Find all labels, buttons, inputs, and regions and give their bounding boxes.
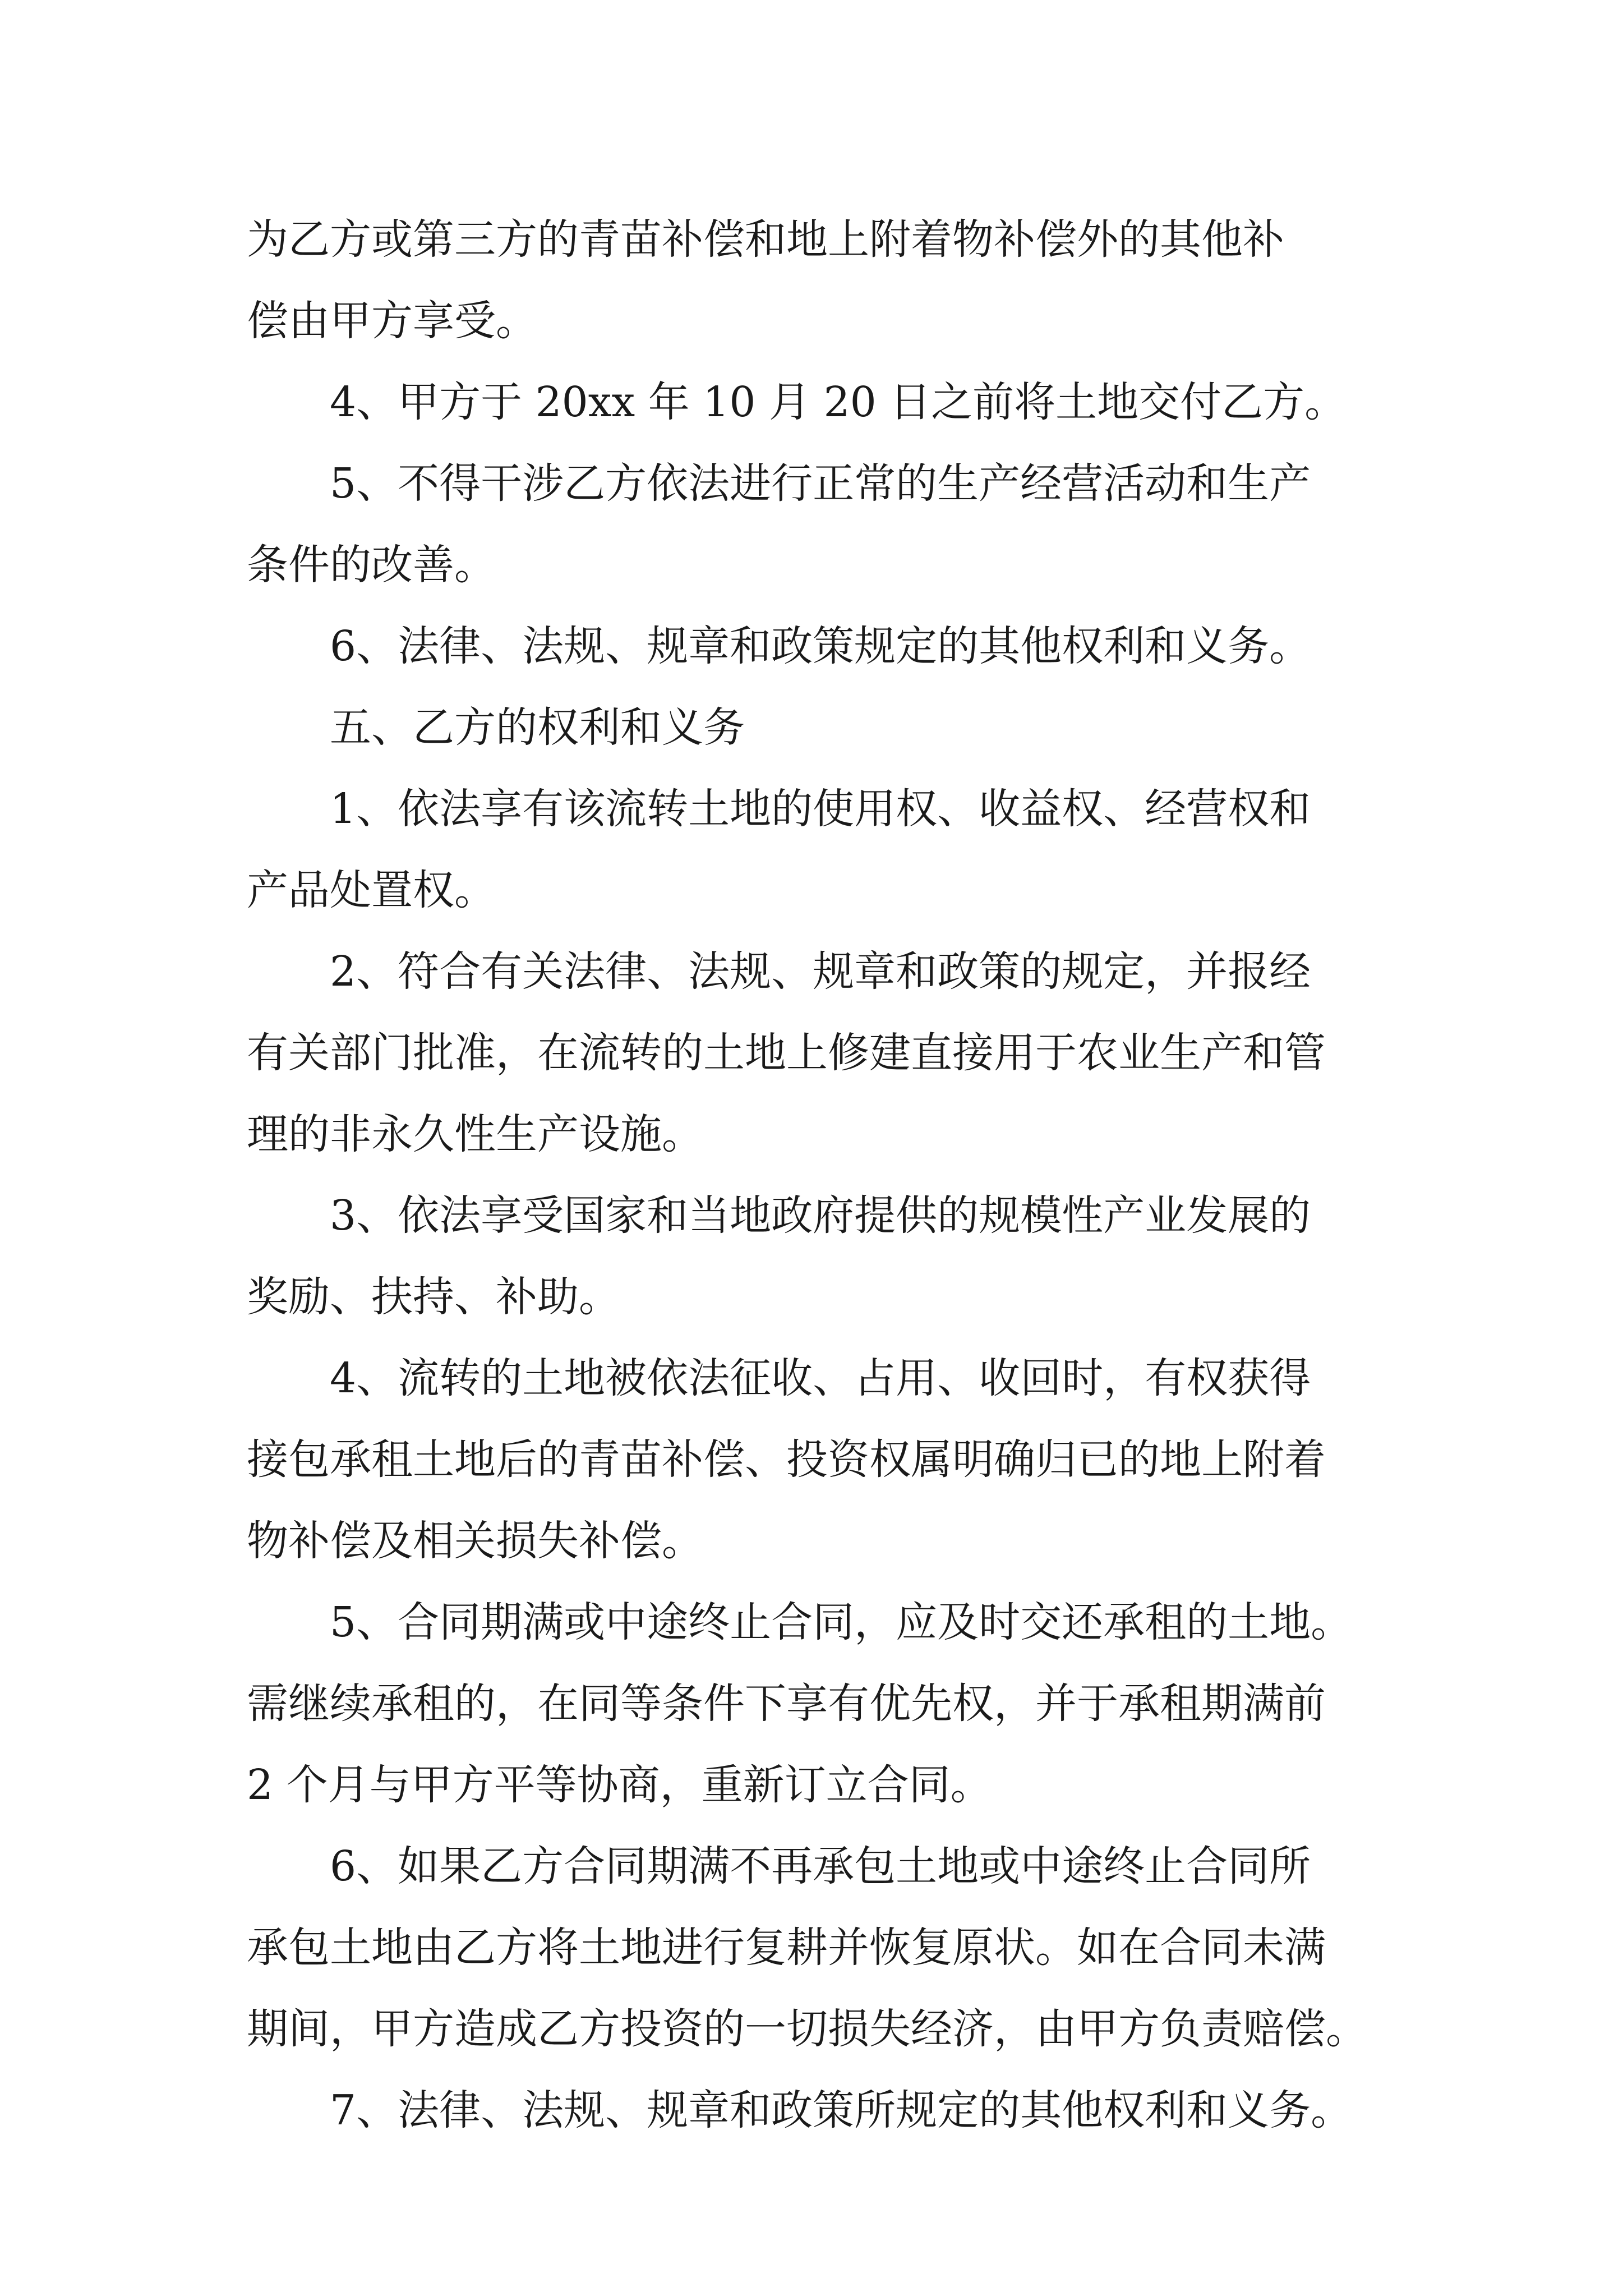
paragraph-line: 为乙方或第三方的青苗补偿和地上附着物补偿外的其他补 bbox=[247, 215, 1284, 264]
paragraph-line: 期间，甲方造成乙方投资的一切损失经济，由甲方负责赔偿。 bbox=[247, 2005, 1367, 2053]
paragraph-line: 物补偿及相关损失补偿。 bbox=[247, 1517, 703, 1565]
document-body bbox=[247, 199, 1391, 2151]
paragraph-line: 奖励、扶持、补助。 bbox=[247, 1273, 620, 1321]
paragraph-line: 产品处置权。 bbox=[247, 866, 496, 914]
paragraph-line: 承包土地由乙方将土地进行复耕并恢复原状。如在合同未满 bbox=[247, 1924, 1326, 1972]
paragraph-line: 6、如果乙方合同期满不再承包土地或中途终止合同所 bbox=[330, 1842, 1311, 1890]
paragraph-line: 7、法律、法规、规章和政策所规定的其他权利和义务。 bbox=[330, 2086, 1353, 2134]
paragraph-line: 条件的改善。 bbox=[247, 541, 496, 589]
paragraph-line: 2 个月与甲方平等协商，重新订立合同。 bbox=[247, 1761, 992, 1809]
paragraph-line: 理的非永久性生产设施。 bbox=[247, 1110, 703, 1158]
paragraph-line: 1、依法享有该流转土地的使用权、收益权、经营权和 bbox=[330, 785, 1311, 833]
paragraph-line: 偿由甲方享受。 bbox=[247, 297, 537, 345]
paragraph-line: 5、不得干涉乙方依法进行正常的生产经营活动和生产 bbox=[330, 459, 1311, 508]
paragraph-line: 4、流转的土地被依法征收、占用、收回时，有权获得 bbox=[330, 1354, 1311, 1402]
paragraph-line: 接包承租土地后的青苗补偿、投资权属明确归已的地上附着 bbox=[247, 1435, 1326, 1484]
paragraph-line: 需继续承租的，在同等条件下享有优先权，并于承租期满前 bbox=[247, 1680, 1326, 1728]
section-heading: 五、乙方的权利和义务 bbox=[330, 703, 745, 752]
paragraph-line: 5、合同期满或中途终止合同，应及时交还承租的土地。 bbox=[330, 1598, 1353, 1646]
paragraph-line: 4、甲方于 20xx 年 10 月 20 日之前将土地交付乙方。 bbox=[330, 378, 1347, 426]
paragraph-line: 3、依法享受国家和当地政府提供的规模性产业发展的 bbox=[330, 1191, 1311, 1240]
paragraph-line: 2、符合有关法律、法规、规章和政策的规定，并报经 bbox=[330, 947, 1311, 996]
paragraph-line: 有关部门批准，在流转的土地上修建直接用于农业生产和管 bbox=[247, 1029, 1326, 1077]
paragraph-line: 6、法律、法规、规章和政策规定的其他权利和义务。 bbox=[330, 622, 1311, 670]
